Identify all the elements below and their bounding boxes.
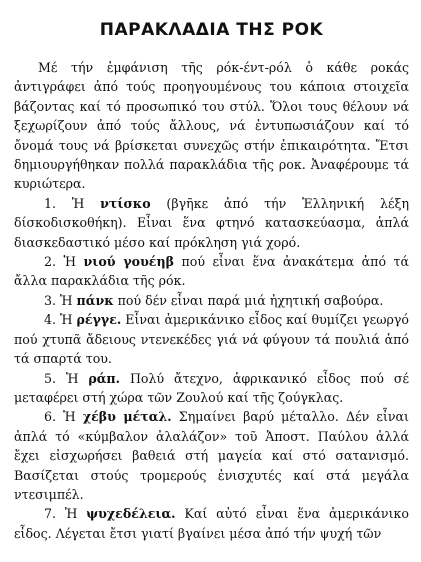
item-text: πού εἶναι ἕνα ἀνακάτεμα ἀπό τά ἄλλα παρακλάδια τῆς ρόκ. (14, 254, 409, 289)
item-prefix: Ἡ (56, 292, 77, 308)
item-text: Εἶναι ἀμερικάνικο εἶδος καί θυμίζει γεωργό πού χτυπᾶ ἄδειους ντενεκέδες γιά νά φύγουν τά πουλιά ἀπό τά σπαρτά του. (14, 312, 409, 367)
item-term: πάνκ (76, 292, 114, 308)
item-prefix: Ἡ (56, 254, 84, 270)
item-number: 6. (44, 409, 57, 425)
list-item (14, 310, 409, 368)
item-text: (βγῆκε ἀπό τήν Ἑλληνική λέξη δίσκοδισκοθήκη). Εἶναι ἕνα φτηνό κατασκεύασμα, ἁπλά διασκεδαστικό μέσο καί πρόκληση γιά χορό. (14, 195, 409, 250)
page-title: ΠΑΡΑΚΛΑΔΙΑ ΤΗΣ ΡΟΚ (99, 20, 324, 40)
item-term: ντίσκο (100, 195, 151, 211)
list-item (14, 407, 409, 504)
item-number: 5. (44, 370, 57, 386)
item-term: χέβυ μέταλ. (82, 409, 172, 425)
item-prefix: Ἡ (56, 370, 89, 386)
item-number: 3. (44, 292, 57, 308)
item-term: ρέγγε. (76, 312, 122, 328)
item-prefix: Ἡ (56, 409, 83, 425)
item-number: 4. (44, 312, 57, 328)
item-text: Σημαίνει βαρύ μέταλλο. Δέν εἶναι ἁπλά τό «κύμβαλον ἀλαλάζον» τοῦ Ἀποστ. Παύλου ἀλλά ἔχει εἰσχωρήσει βαθειά στή μαγεία καί στό σατανισμό. Βασίζεται στούς τρομερούς ἐνισχυτές καί στά μεγάλα ντεσιμπέλ. (14, 409, 409, 502)
item-prefix: Ἡ (56, 506, 87, 522)
item-text: Πολύ ἄτεχνο, ἀφρικανικό εἶδος πού σέ μεταφέρει στή χώρα τῶν Ζουλού καί τῆς ζούγκλας. (14, 370, 409, 405)
document-body (14, 58, 409, 543)
list-item (14, 194, 409, 252)
item-text: πού δέν εἶναι παρά μιά ἠχητική σαβούρα. (113, 292, 384, 308)
intro-paragraph: Μέ τήν ἐμφάνιση τῆς ρόκ-έντ-ρόλ ὁ κάθε ροκάς ἀντιγράφει ἀπό τούς προηγουμένους του κάποια στοιχεῖα βάζοντας καί τό προσωπικό του στύλ. Ὅλοι τους θέλουν νά ξεχωρίζουν ἀπό τούς ἄλλους, νά ἐντυπωσιάζουν καί τό ὄνομά τους νά βρίσκεται συνεχῶς στήν ἐπικαιρότητα. Ἔτσι δημιουργήθηκαν πολλά παρακλάδια τῆς ροκ. Ἀναφέρουμε τά κυριώτερα. (14, 60, 409, 192)
item-text: Καί αὐτό εἶναι ἕνα ἀμερικάνικο εἶδος. Λέγεται ἔτσι γιατί βγαίνει μέσα ἀπό τήν ψυχή τῶν (14, 506, 409, 541)
list-item (14, 252, 409, 291)
item-term: νιού γουέηβ (83, 254, 174, 270)
item-term: ράπ. (88, 370, 121, 386)
list-item (14, 504, 409, 543)
item-prefix: Ἡ (56, 195, 101, 211)
item-term: ψυχεδέλεια. (86, 506, 176, 522)
item-number: 2. (44, 254, 57, 270)
item-number: 1. (44, 195, 57, 211)
item-number: 7. (44, 506, 57, 522)
list-item (14, 291, 409, 310)
list-item (14, 369, 409, 408)
item-prefix: Ἡ (56, 312, 77, 328)
